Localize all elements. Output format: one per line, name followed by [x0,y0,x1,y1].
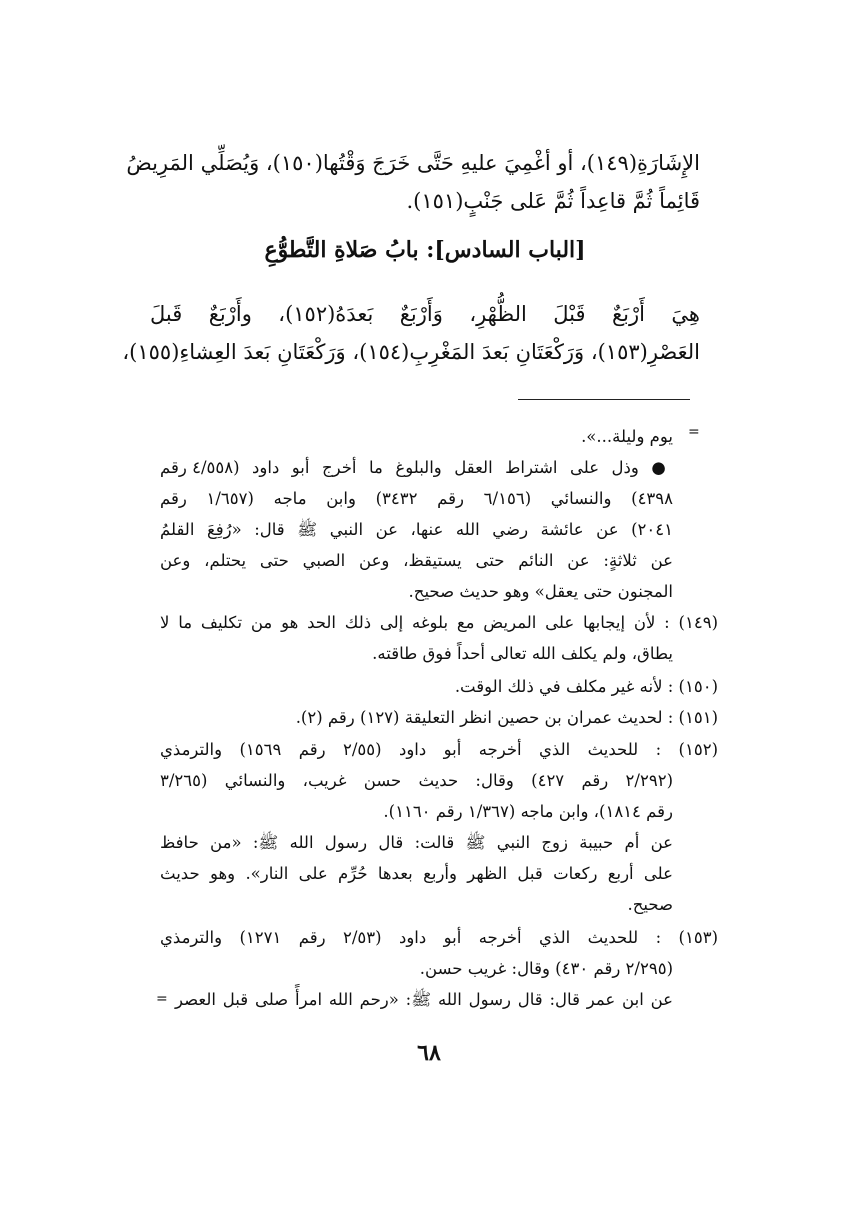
continuation-mark: = [156,991,168,1007]
footnote-line: ٤٣٩٨) والنسائي (٦/١٥٦ رقم ٣٤٣٢) وابن ماجه (١/٦٥٧ رقم [160,489,674,508]
footnote-150: (١٥٠) : لأنه غير مكلف في ذلك الوقت. [454,677,718,696]
footnote-line: عن أم حبيبة زوج النبي ﷺ قالت: قال رسول الله ﷺ: «من حافظ [160,833,673,852]
footnote-separator [518,399,690,400]
page-number: ٦٨ [417,1040,441,1066]
main-text-line: قَائِماً ثُمَّ قاعِداً ثُمَّ عَلى جَنْبٍ(١٥١). [406,189,700,213]
footnote-line: على أربع ركعات قبل الظهر وأربع بعدها حُرِّم على النار». وهو حديث [160,864,673,883]
footnote-line: ٢٠٤١) عن عائشة رضي الله عنها، عن النبي ﷺ قال: «رُفِعَ القلمُ [160,520,673,539]
footnote-line: (٢/٢٩٥ رقم ٤٣٠) وقال: غريب حسن. [419,959,673,978]
footnote-line: يطاق، ولم يكلف الله تعالى أحداً فوق طاقته. [372,644,673,663]
footnote-153: (١٥٣) : للحديث الذي أخرجه أبو داود (٢/٥٣ رقم ١٢٧١) والترمذي [160,928,719,947]
footnote-line: عن ابن عمر قال: قال رسول الله ﷺ: «رحم الله امرأً صلى قبل العصر [175,990,673,1009]
footnote-line: صحيح. [627,895,673,914]
continuation-mark: = [688,424,700,440]
main-text-line: الإِشَارَةِ(١٤٩)، أو أغْمِيَ عليهِ حَتَّى خَرَجَ وَقْتُها(١٥٠)، وَيُصَلِّي المَرِيضُ [126,151,700,175]
footnote-line: (٢/٢٩٢ رقم ٤٢٧) وقال: حديث حسن غريب، والنسائي (٣/٢٦٥ [160,771,673,790]
footnote-line: رقم ١٨١٤)، وابن ماجه (١/٣٦٧ رقم ١١٦٠). [383,802,673,821]
main-text-line: هِيَ أَرْبَعٌ قَبْلَ الظُّهْرِ، وَأَرْبَعٌ بَعدَهُ(١٥٢)، وأَرْبَعٌ قَبلَ [150,302,700,326]
main-text-line: العَصْرِ(١٥٣)، وَرَكْعَتَانِ بَعدَ المَغْرِبِ(١٥٤)، وَرَكْعَتَانِ بَعدَ العِشاءِ(١٥٥)، [122,340,700,364]
footnote-149: (١٤٩) : لأن إيجابها على المريض مع بلوغه إلى ذلك الحد هو من تكليف ما لا [160,613,718,632]
footnote-152: (١٥٢) : للحديث الذي أخرجه أبو داود (٢/٥٥ رقم ١٥٦٩) والترمذي [160,740,719,759]
footnote-line: ● وذل على اشتراط العقل والبلوغ ما أخرج أبو داود (٤/٥٥٨ رقم [160,458,673,477]
footnote-line: عن ثلاثةٍ: عن النائم حتى يستيقظ، وعن الصبي حتى يحتلم، وعن [160,551,673,570]
footnote-151: (١٥١) : لحديث عمران بن حصين انظر التعليقة (١٢٧) رقم (٢). [295,708,718,727]
section-heading: [الباب السادس]: بابُ صَلاةِ التَّطوُّعِ [264,237,586,263]
footnote-line: المجنون حتى يعقل» وهو حديث صحيح. [408,582,673,601]
footnote-line: يوم وليلة...». [581,427,673,446]
